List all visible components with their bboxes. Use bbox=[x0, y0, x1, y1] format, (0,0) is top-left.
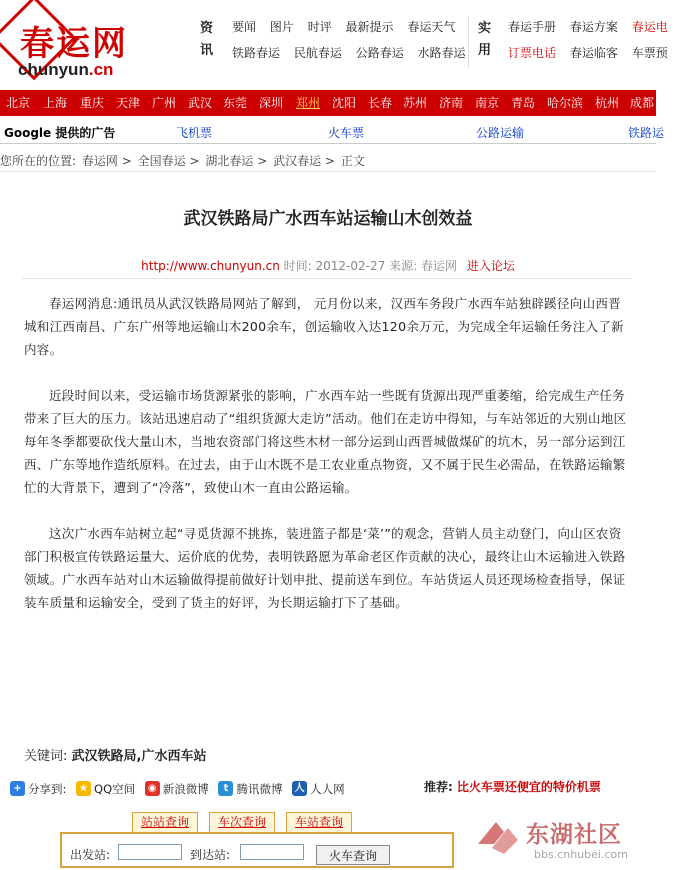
logo-domain-prefix: chunyun bbox=[18, 60, 89, 79]
from-station-input[interactable] bbox=[118, 844, 182, 860]
tencent-weibo-icon: t bbox=[218, 781, 233, 796]
share-label-item bbox=[10, 781, 66, 797]
nav-practical-row1 bbox=[508, 14, 678, 40]
breadcrumb-prefix: 您所在的位置: bbox=[0, 154, 77, 168]
site-header bbox=[0, 0, 668, 88]
watermark-text: 东湖社区 bbox=[526, 822, 622, 848]
nav-link-weather[interactable]: 春运天气 bbox=[407, 20, 456, 34]
source-label: 来源: bbox=[389, 259, 418, 273]
city-link[interactable]: 广州 bbox=[152, 96, 177, 110]
city-link[interactable]: 长春 bbox=[368, 96, 393, 110]
city-link[interactable]: 杭州 bbox=[595, 96, 620, 110]
city-link[interactable]: 北京 bbox=[6, 96, 31, 110]
recommend-link[interactable]: 比火车票还便宜的特价机票 bbox=[456, 780, 601, 794]
city-link[interactable]: 成都 bbox=[630, 96, 655, 110]
watermark-subtext: bbs.cnhubei.com bbox=[534, 848, 628, 861]
renren-icon: 人 bbox=[292, 781, 307, 796]
breadcrumb-separator: > bbox=[121, 154, 132, 168]
keywords-value: 武汉铁路局,广水西车站 bbox=[71, 749, 207, 764]
tab-train-number[interactable]: 车次查询 bbox=[209, 812, 275, 832]
logo-domain bbox=[18, 60, 113, 80]
city-link[interactable]: 沈阳 bbox=[332, 96, 357, 110]
ad-link-flights[interactable]: 飞机票 bbox=[176, 126, 213, 140]
breadcrumb-link-hubei[interactable]: 湖北春运 bbox=[205, 154, 254, 168]
city-link[interactable]: 重庆 bbox=[80, 96, 105, 110]
nav-link-photos[interactable]: 图片 bbox=[269, 20, 294, 34]
nav-practical-label: 实用 bbox=[478, 21, 492, 58]
share-qzone[interactable] bbox=[76, 781, 135, 797]
breadcrumb-link-national[interactable]: 全国春运 bbox=[137, 154, 186, 168]
breadcrumb-separator: > bbox=[189, 154, 200, 168]
breadcrumb-separator: > bbox=[257, 154, 268, 168]
share-tencent-label: 腾讯微博 bbox=[236, 781, 283, 796]
city-link[interactable]: 南京 bbox=[475, 96, 500, 110]
share-icon: + bbox=[10, 781, 25, 796]
nav-link-booking-phone[interactable]: 订票电话 bbox=[508, 46, 557, 60]
nav-link-commentary[interactable]: 时评 bbox=[307, 20, 332, 34]
city-link[interactable]: 哈尔滨 bbox=[547, 96, 584, 110]
title-divider bbox=[22, 278, 632, 279]
share-renren-label: 人人网 bbox=[310, 781, 345, 796]
keywords bbox=[24, 745, 206, 764]
share-tencent-weibo[interactable] bbox=[218, 781, 282, 797]
city-link[interactable]: 东莞 bbox=[223, 96, 248, 110]
city-link[interactable]: 天津 bbox=[116, 96, 141, 110]
watermark bbox=[474, 812, 654, 866]
to-station-label: 到达站: bbox=[190, 848, 231, 862]
ticket-search-form bbox=[60, 832, 454, 868]
breadcrumb-separator: > bbox=[324, 154, 335, 168]
ad-row bbox=[0, 120, 665, 144]
nav-link-news[interactable]: 要闻 bbox=[232, 20, 257, 34]
share-qzone-label: QQ空间 bbox=[94, 781, 136, 796]
nav-link-phone[interactable]: 春运电 bbox=[631, 20, 668, 34]
to-station-input[interactable] bbox=[240, 844, 304, 860]
google-ads-label: Google 提供的广告 bbox=[4, 126, 116, 140]
qzone-icon: ★ bbox=[76, 781, 91, 796]
nav-link-handbook[interactable]: 春运手册 bbox=[508, 20, 557, 34]
article-meta bbox=[0, 257, 656, 274]
city-link[interactable]: 青岛 bbox=[511, 96, 536, 110]
logo-text: 春运网 bbox=[20, 24, 128, 64]
nav-link-presale[interactable]: 车票预 bbox=[631, 46, 668, 60]
nav-link-road[interactable]: 公路春运 bbox=[355, 46, 404, 60]
city-link[interactable]: 深圳 bbox=[259, 96, 284, 110]
nav-link-plan[interactable]: 春运方案 bbox=[569, 20, 618, 34]
city-link[interactable]: 苏州 bbox=[403, 96, 428, 110]
time-label: 时间: bbox=[283, 259, 312, 273]
nav-link-latest-tips[interactable]: 最新提示 bbox=[345, 20, 394, 34]
publish-date: 2012-02-27 bbox=[315, 259, 386, 273]
ad-link-road-transport[interactable]: 公路运输 bbox=[476, 126, 525, 140]
article-paragraph: 这次广水西车站树立起“寻觅货源不挑拣，装进篮子都是‘菜’”的观念，营销人员主动登门，向山区农资部门积极宣传铁路运量大、运价底的优势，表明铁路愿为革命老区作贡献的决心，最终让山木运输进入铁路领域。广水西车站对山木运输做得提前做好计划申批、提前送车到位。车站货运人员还现场检查指导，保证装车质量和运输安全，受到了货主的好评，为长期运输打下了基础。 bbox=[24, 526, 626, 610]
city-link[interactable]: 济南 bbox=[439, 96, 464, 110]
logo-domain-suffix: .cn bbox=[88, 60, 114, 79]
from-station-label: 出发站: bbox=[70, 848, 111, 862]
source-url-link[interactable]: http://www.chunyun.cn bbox=[141, 259, 280, 273]
keywords-label: 关键词: bbox=[24, 749, 68, 764]
article-body bbox=[24, 292, 632, 637]
article-paragraph: 春运网消息:通讯员从武汉铁路局网站了解到， 元月份以来，汉西车务段广水西车站独辟蹊径向山西晋城和江西南昌、广东广州等地运输山木200余车，创运输收入达120余万元，为完成全年运输任务注入了新内容。 bbox=[24, 296, 624, 357]
enter-forum-link[interactable]: 进入论坛 bbox=[466, 259, 515, 273]
breadcrumb bbox=[0, 152, 656, 172]
nav-info-label: 资讯 bbox=[200, 21, 214, 58]
sina-weibo-icon: ◉ bbox=[145, 781, 160, 796]
breadcrumb-link-home[interactable]: 春运网 bbox=[81, 154, 118, 168]
recommend bbox=[424, 778, 601, 795]
city-link[interactable]: 武汉 bbox=[188, 96, 213, 110]
tab-station-to-station[interactable]: 站站查询 bbox=[132, 812, 198, 832]
recommend-label: 推荐: bbox=[424, 780, 453, 794]
watermark-logo-icon bbox=[474, 814, 522, 858]
share-sina-weibo[interactable] bbox=[145, 781, 209, 797]
nav-info-row2 bbox=[232, 40, 476, 66]
share-label: 分享到: bbox=[28, 781, 67, 796]
share-bar bbox=[10, 780, 351, 800]
city-link-active[interactable]: 郑州 bbox=[296, 96, 321, 110]
ad-link-rail-transport[interactable]: 铁路运 bbox=[628, 126, 665, 140]
nav-divider bbox=[468, 16, 469, 68]
city-bar bbox=[0, 90, 656, 116]
breadcrumb-link-wuhan[interactable]: 武汉春运 bbox=[273, 154, 322, 168]
breadcrumb-current: 正文 bbox=[340, 154, 365, 168]
site-logo[interactable] bbox=[4, 6, 174, 82]
nav-link-water[interactable]: 水路春运 bbox=[417, 46, 466, 60]
ad-link-train-tickets[interactable]: 火车票 bbox=[328, 126, 365, 140]
tab-station[interactable]: 车站查询 bbox=[286, 812, 352, 832]
train-search-button[interactable]: 火车查询 bbox=[316, 845, 390, 865]
source-name: 春运网 bbox=[420, 259, 457, 273]
city-link[interactable]: 上海 bbox=[43, 96, 68, 110]
nav-info-row1 bbox=[232, 14, 465, 40]
article-paragraph: 近段时间以来，受运输市场货源紧张的影响，广水西车站一些既有货源出现严重萎缩，给完成生产任务带来了巨大的压力。该站迅速启动了“组织货源大走访”活动。他们在走访中得知，与车站邻近的大别山地区每年冬季都要砍伐大量山木，当地农资部门将这些木材一部分运到山西晋城做煤矿的坑木，另一部分运到江西、广东等地作造纸原料。在过去，由于山木既不是工农业重点物资，又不属于民生必需品，在铁路运输繁忙的大背景下，遭到了“冷落”，致使山木一直由公路运输。 bbox=[24, 388, 627, 495]
nav-practical-row2 bbox=[508, 40, 678, 66]
article-title: 武汉铁路局广水西车站运输山木创效益 bbox=[183, 209, 473, 229]
share-sina-label: 新浪微博 bbox=[162, 781, 209, 796]
nav-link-rail[interactable]: 铁路春运 bbox=[232, 46, 281, 60]
nav-link-air[interactable]: 民航春运 bbox=[293, 46, 342, 60]
nav-link-extra-trains[interactable]: 春运临客 bbox=[569, 46, 618, 60]
share-renren[interactable] bbox=[292, 781, 345, 797]
